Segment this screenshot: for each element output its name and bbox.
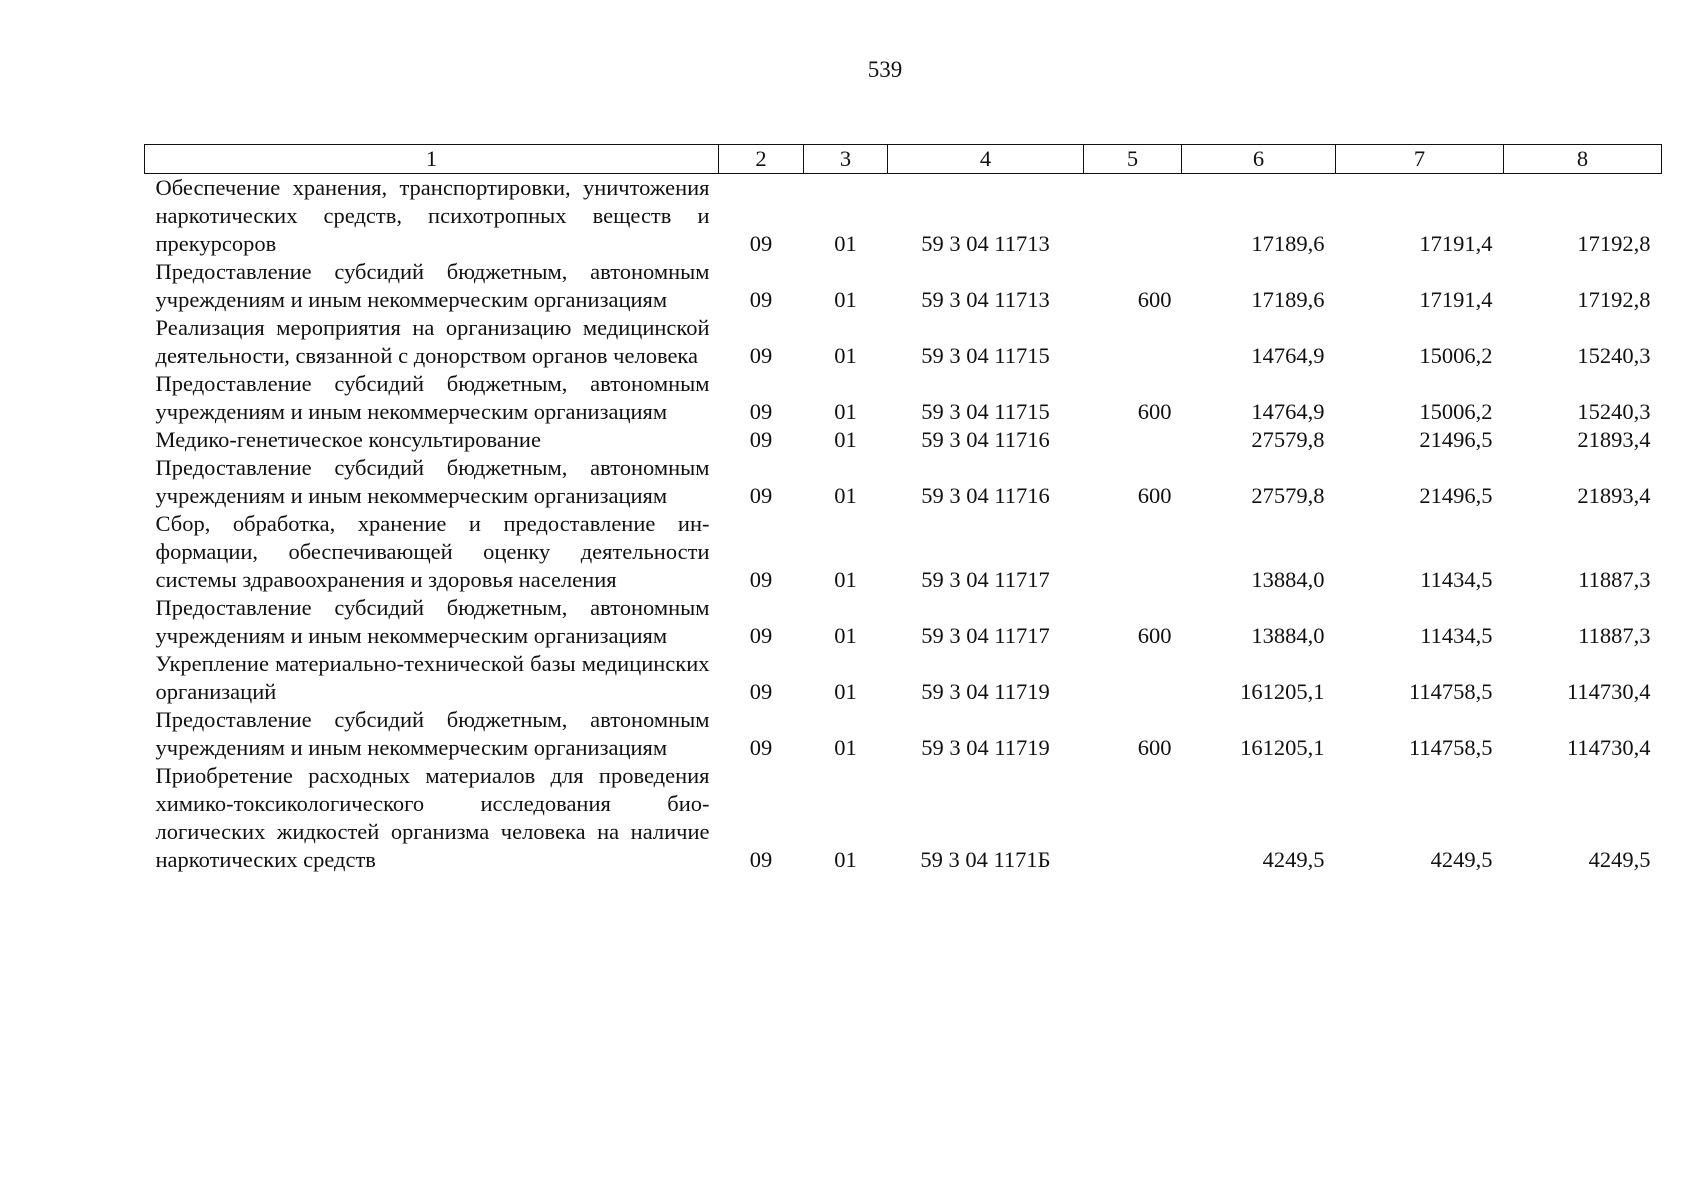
expense-type-code <box>1084 426 1182 454</box>
amount-col-8: 114730,4 <box>1566 679 1651 704</box>
expense-type-code <box>1084 510 1182 594</box>
column-header: 1 <box>145 145 719 174</box>
target-item-code: 59 3 04 11713 <box>921 231 1050 256</box>
expense-type-code: 600 <box>1137 623 1172 648</box>
column-header: 4 <box>888 145 1084 174</box>
column-header: 7 <box>1336 145 1504 174</box>
amount-col-6: 27579,8 <box>1251 427 1325 452</box>
section-code: 09 <box>749 623 773 648</box>
column-header: 5 <box>1084 145 1182 174</box>
table-row <box>145 762 1662 874</box>
amount-col-8: 15240,3 <box>1577 343 1651 368</box>
target-item-code: 59 3 04 11716 <box>921 483 1050 508</box>
amount-col-8: 21893,4 <box>1577 483 1651 508</box>
section-code: 09 <box>749 847 773 872</box>
target-item-code: 59 3 04 11713 <box>921 287 1050 312</box>
subsection-code: 01 <box>834 735 857 760</box>
target-item-code: 59 3 04 11717 <box>921 567 1050 592</box>
item-name: Медико-генетическое консультирование <box>155 427 541 452</box>
target-item-code: 59 3 04 11715 <box>921 399 1050 424</box>
target-item-code: 59 3 04 11715 <box>921 343 1050 368</box>
expense-type-code: 600 <box>1137 735 1172 760</box>
subsection-code: 01 <box>834 427 857 452</box>
subsection-code: 01 <box>834 231 857 256</box>
target-item-code: 59 3 04 11719 <box>921 679 1050 704</box>
table-row <box>145 258 1662 314</box>
item-name: Укрепление материально-технической базы медицинских организаций <box>155 651 710 704</box>
item-name: Приобретение расходных материалов для проведения химико-токсикологического исследования биологических жидкостей организма человека на наличие наркотических средств <box>155 763 710 872</box>
amount-col-6: 14764,9 <box>1251 399 1325 424</box>
amount-col-8: 21893,4 <box>1577 427 1651 452</box>
item-name: Обеспечение хранения, транспортировки, уничтожения наркотических средств, психотропных веществ и прекурсоров <box>155 175 710 256</box>
subsection-code: 01 <box>834 483 857 508</box>
section-code: 09 <box>749 343 773 368</box>
amount-col-8: 11887,3 <box>1578 623 1651 648</box>
section-code: 09 <box>749 679 773 704</box>
target-item-code: 59 3 04 11719 <box>921 735 1050 760</box>
item-name: Предоставление субсидий бюджетным, автономным учреждениям и иным некоммерческим организациям <box>155 259 710 312</box>
table-row <box>145 370 1662 426</box>
subsection-code: 01 <box>834 847 857 872</box>
header-row <box>145 145 1662 174</box>
section-code: 09 <box>749 427 773 452</box>
subsection-code: 01 <box>834 287 857 312</box>
column-header: 3 <box>804 145 888 174</box>
expense-type-code <box>1084 650 1182 706</box>
amount-col-8: 17192,8 <box>1577 231 1651 256</box>
amount-col-8: 17192,8 <box>1577 287 1651 312</box>
expense-type-code <box>1084 174 1182 259</box>
amount-col-7: 21496,5 <box>1419 483 1493 508</box>
table-body <box>145 174 1662 875</box>
table-row <box>145 174 1662 259</box>
column-header: 8 <box>1504 145 1662 174</box>
table-row <box>145 314 1662 370</box>
amount-col-7: 114758,5 <box>1408 679 1493 704</box>
table-row <box>145 426 1662 454</box>
column-header: 2 <box>719 145 804 174</box>
page-number: 539 <box>867 57 903 82</box>
amount-col-7: 4249,5 <box>1430 847 1493 872</box>
subsection-code: 01 <box>834 623 857 648</box>
expense-type-code: 600 <box>1137 483 1172 508</box>
amount-col-7: 11434,5 <box>1420 567 1493 592</box>
amount-col-6: 17189,6 <box>1251 231 1325 256</box>
section-code: 09 <box>749 483 773 508</box>
amount-col-6: 13884,0 <box>1251 623 1325 648</box>
table-row <box>145 650 1662 706</box>
target-item-code: 59 3 04 1171Б <box>920 847 1051 872</box>
amount-col-8: 11887,3 <box>1578 567 1651 592</box>
amount-col-7: 15006,2 <box>1419 399 1493 424</box>
amount-col-8: 114730,4 <box>1566 735 1651 760</box>
subsection-code: 01 <box>834 399 857 424</box>
section-code: 09 <box>749 735 773 760</box>
subsection-code: 01 <box>834 567 857 592</box>
item-name: Предоставление субсидий бюджетным, автономным учреждениям и иным некоммерческим организациям <box>155 595 710 648</box>
item-name: Предоставление субсидий бюджетным, автономным учреждениям и иным некоммерческим организациям <box>155 455 710 508</box>
expense-type-code <box>1084 314 1182 370</box>
target-item-code: 59 3 04 11716 <box>921 427 1050 452</box>
item-name: Сбор, обработка, хранение и предоставление информации, обеспечивающей оценку деятельности системы здравоохранения и здоровья населения <box>155 511 710 592</box>
target-item-code: 59 3 04 11717 <box>921 623 1050 648</box>
table-row <box>145 594 1662 650</box>
table-row <box>145 454 1662 510</box>
amount-col-7: 21496,5 <box>1419 427 1493 452</box>
subsection-code: 01 <box>834 343 857 368</box>
amount-col-6: 14764,9 <box>1251 343 1325 368</box>
amount-col-6: 17189,6 <box>1251 287 1325 312</box>
amount-col-8: 15240,3 <box>1577 399 1651 424</box>
table-row <box>145 706 1662 762</box>
amount-col-7: 114758,5 <box>1408 735 1493 760</box>
section-code: 09 <box>749 567 773 592</box>
amount-col-6: 161205,1 <box>1240 679 1325 704</box>
table-row <box>145 510 1662 594</box>
expense-type-code <box>1084 762 1182 874</box>
section-code: 09 <box>749 399 773 424</box>
expense-type-code: 600 <box>1137 399 1172 424</box>
budget-table <box>144 144 1662 874</box>
amount-col-6: 4249,5 <box>1262 847 1325 872</box>
subsection-code: 01 <box>834 679 857 704</box>
column-header: 6 <box>1182 145 1336 174</box>
amount-col-6: 161205,1 <box>1240 735 1325 760</box>
amount-col-7: 11434,5 <box>1420 623 1493 648</box>
amount-col-8: 4249,5 <box>1588 847 1651 872</box>
amount-col-6: 13884,0 <box>1251 567 1325 592</box>
section-code: 09 <box>749 231 773 256</box>
item-name: Реализация мероприятия на организацию медицинской деятельности, связанной с донорством органов человека <box>155 315 710 368</box>
item-name: Предоставление субсидий бюджетным, автономным учреждениям и иным некоммерческим организациям <box>155 707 710 760</box>
amount-col-6: 27579,8 <box>1251 483 1325 508</box>
section-code: 09 <box>749 287 773 312</box>
amount-col-7: 17191,4 <box>1419 231 1493 256</box>
expense-type-code: 600 <box>1137 287 1172 312</box>
amount-col-7: 15006,2 <box>1419 343 1493 368</box>
amount-col-7: 17191,4 <box>1419 287 1493 312</box>
item-name: Предоставление субсидий бюджетным, автономным учреждениям и иным некоммерческим организациям <box>155 371 710 424</box>
